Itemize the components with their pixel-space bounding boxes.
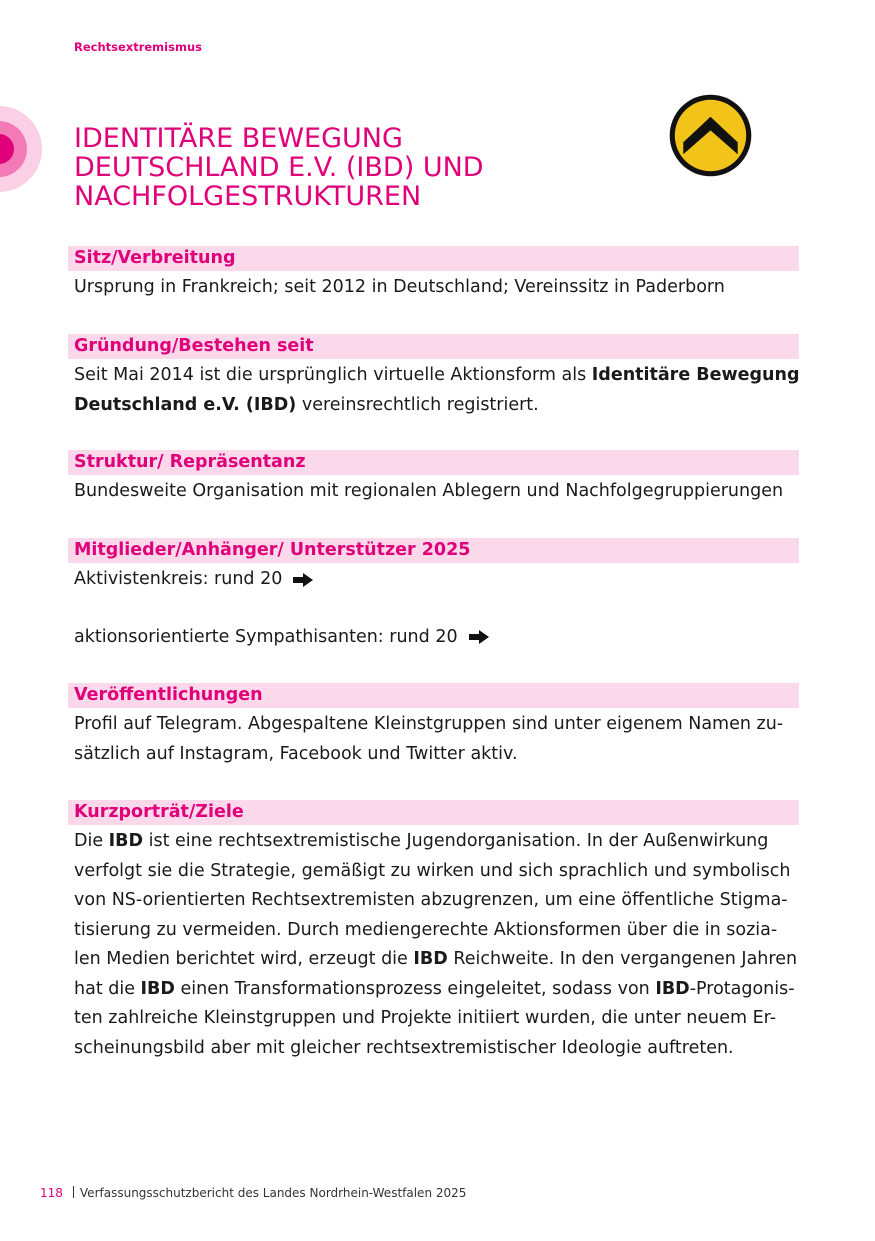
page-title xyxy=(74,124,634,211)
title-line: DEUTSCHLAND E.V. (IBD) UND xyxy=(74,152,484,183)
ibd-bold: IBD xyxy=(108,831,144,851)
section-gruendung xyxy=(68,334,799,420)
ibd-bold: IBD xyxy=(655,978,690,999)
section-text: Seit Mai 2014 ist die ursprünglich virtuelle Aktionsform als Identitäre Bewegung Deutschland e.V. (IBD) vereinsrechtlich registriert. xyxy=(74,365,800,415)
page-number: 118 xyxy=(40,1186,63,1200)
section-text: Profil auf Telegram. Abgespaltene Kleinstgruppen sind unter eigenem Namen zu- sätzlich auf Instagram, Facebook und Twitter aktiv. xyxy=(74,714,784,764)
lambda-logo-icon xyxy=(668,93,753,178)
section-heading: Struktur/ Repräsentanz xyxy=(68,450,799,475)
org-name-bold: Deutschland e.V. (IBD) xyxy=(74,394,297,415)
section-heading: Sitz/Verbreitung xyxy=(68,246,799,271)
title-line: NACHFOLGESTRUKTUREN xyxy=(74,181,422,212)
publication-title: Verfassungsschutzbericht des Landes Nordrhein-Westfalen 2025 xyxy=(79,1186,467,1200)
section-heading: Veröffentlichungen xyxy=(68,683,799,708)
section-mitglieder xyxy=(68,538,799,652)
member-count-row: Aktivistenkreis: rund 20 xyxy=(74,565,799,595)
ibd-bold: IBD xyxy=(413,949,448,969)
ibd-bold: IBD xyxy=(140,978,175,999)
section-veroeffentlichungen xyxy=(68,683,799,769)
section-sitz xyxy=(68,246,799,303)
section-text: Ursprung in Frankreich; seit 2012 in Deutschland; Vereinssitz in Paderborn xyxy=(74,277,725,297)
arrow-right-icon[interactable] xyxy=(468,629,490,645)
title-line: IDENTITÄRE BEWEGUNG xyxy=(74,123,403,154)
arrow-right-icon[interactable] xyxy=(292,572,314,588)
section-text: Bundesweite Organisation mit regionalen Ablegern und Nachfolgegruppierungen xyxy=(74,481,784,501)
section-struktur xyxy=(68,450,799,507)
section-text: Die IBD ist eine rechtsextremistische Jugendorganisation. In der Außenwirkung verfolgt sie die Strategie, gemäßigt zu wirken und sich sprachlich und symbolisch von NS-orientierten Rechtsextremisten abzugrenzen, um eine öffentliche Stigma- tisierung zu vermeiden. Durch mediengerechte Aktionsformen über die in sozia- len Medien berichtet wird, erzeugt die IBD Reichweite. In den vergangenen Jahren hat die IBD einen Transformationsprozess eingeleitet, sodass von IBD-Protagonis- ten zahlreiche Kleinstgruppen und Projekte initiiert wurden, die unter neuem Er- scheinungsbild aber mit gleicher rechtsextremistischer Ideologie auftreten. xyxy=(74,831,798,1058)
section-heading: Gründung/Bestehen seit xyxy=(68,334,799,359)
running-header: Rechtsextremismus xyxy=(74,40,202,54)
section-text xyxy=(68,565,799,652)
concentric-circles-decoration xyxy=(0,106,42,192)
org-name-bold: Identitäre Bewegung xyxy=(591,365,800,385)
section-heading: Mitglieder/Anhänger/ Unterstützer 2025 xyxy=(68,538,799,563)
footer-divider xyxy=(73,1186,74,1198)
member-count-row: aktionsorientierte Sympathisanten: rund 20 xyxy=(74,623,799,653)
section-kurzportraet xyxy=(68,800,799,1063)
page-footer xyxy=(40,1186,466,1200)
section-heading: Kurzporträt/Ziele xyxy=(68,800,799,825)
